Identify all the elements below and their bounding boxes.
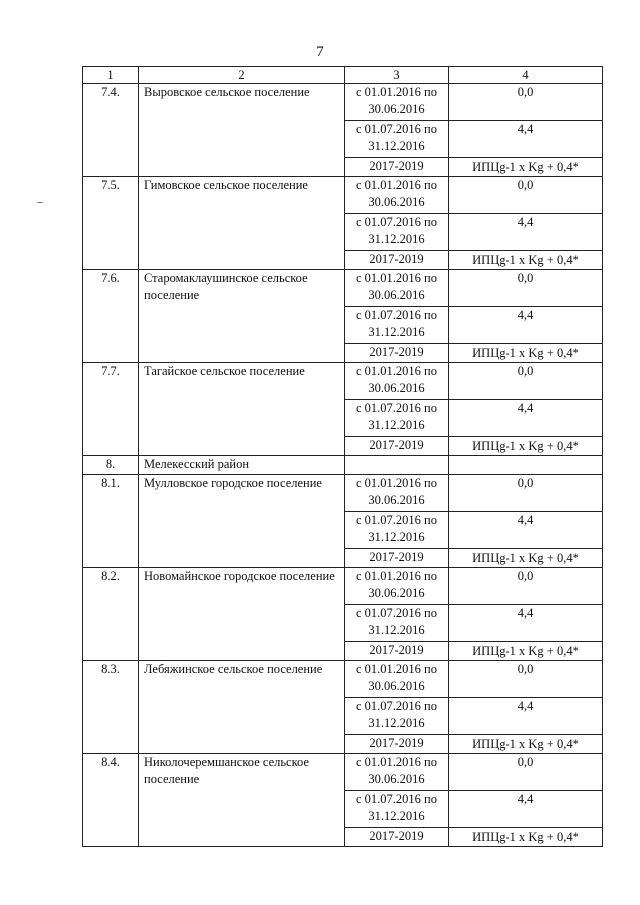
period-cell: 2017-2019 (345, 828, 449, 847)
value-cell: ИПЦg-1 x Kg + 0,4* (449, 735, 603, 754)
settlement-name: Мулловское городское поселение (139, 475, 345, 568)
settlement-name: Новомайнское городское поселение (139, 568, 345, 661)
district-empty-cell (449, 456, 603, 475)
period-cell: с 01.07.2016 по 31.12.2016 (345, 307, 449, 344)
period-cell: с 01.01.2016 по 30.06.2016 (345, 177, 449, 214)
table-row (83, 177, 603, 214)
header-col-3: 3 (345, 67, 449, 84)
period-cell: 2017-2019 (345, 158, 449, 177)
table-row (83, 363, 603, 400)
value-cell: 0,0 (449, 754, 603, 791)
period-cell: с 01.07.2016 по 31.12.2016 (345, 605, 449, 642)
settlement-name: Старомаклаушинское сельское поселение (139, 270, 345, 363)
settlement-name: Выровское сельское поселение (139, 84, 345, 177)
value-cell: ИПЦg-1 x Kg + 0,4* (449, 549, 603, 568)
period-cell: 2017-2019 (345, 549, 449, 568)
value-cell: 4,4 (449, 698, 603, 735)
row-number: 8.2. (83, 568, 139, 661)
period-cell: с 01.01.2016 по 30.06.2016 (345, 661, 449, 698)
district-row (83, 456, 603, 475)
period-cell: с 01.07.2016 по 31.12.2016 (345, 121, 449, 158)
settlement-name: Гимовское сельское поселение (139, 177, 345, 270)
period-cell: 2017-2019 (345, 642, 449, 661)
period-cell: с 01.01.2016 по 30.06.2016 (345, 475, 449, 512)
period-cell: 2017-2019 (345, 735, 449, 754)
settlement-name: Николочеремшанское сельское поселение (139, 754, 345, 847)
value-cell: 0,0 (449, 475, 603, 512)
table-row (83, 270, 603, 307)
value-cell: ИПЦg-1 x Kg + 0,4* (449, 642, 603, 661)
period-cell: с 01.07.2016 по 31.12.2016 (345, 512, 449, 549)
table-row (83, 84, 603, 121)
period-cell: с 01.01.2016 по 30.06.2016 (345, 754, 449, 791)
value-cell: 4,4 (449, 791, 603, 828)
row-number: 7.7. (83, 363, 139, 456)
value-cell: 0,0 (449, 363, 603, 400)
period-cell: с 01.07.2016 по 31.12.2016 (345, 791, 449, 828)
header-col-2: 2 (139, 67, 345, 84)
row-number: 8.3. (83, 661, 139, 754)
value-cell: 4,4 (449, 400, 603, 437)
value-cell: 0,0 (449, 270, 603, 307)
period-cell: с 01.07.2016 по 31.12.2016 (345, 400, 449, 437)
margin-mark (37, 202, 43, 203)
district-empty-cell (345, 456, 449, 475)
settlement-name: Лебяжинское сельское поселение (139, 661, 345, 754)
period-cell: с 01.01.2016 по 30.06.2016 (345, 84, 449, 121)
value-cell: 4,4 (449, 512, 603, 549)
settlement-name: Тагайское сельское поселение (139, 363, 345, 456)
period-cell: с 01.07.2016 по 31.12.2016 (345, 698, 449, 735)
page-number: 7 (316, 44, 324, 60)
header-col-1: 1 (83, 67, 139, 84)
table-row (83, 475, 603, 512)
row-number: 7.5. (83, 177, 139, 270)
row-number: 7.6. (83, 270, 139, 363)
value-cell: 0,0 (449, 84, 603, 121)
value-cell: 0,0 (449, 177, 603, 214)
table-body (83, 84, 603, 847)
value-cell: 4,4 (449, 121, 603, 158)
value-cell: ИПЦg-1 x Kg + 0,4* (449, 344, 603, 363)
value-cell: ИПЦg-1 x Kg + 0,4* (449, 437, 603, 456)
period-cell: с 01.01.2016 по 30.06.2016 (345, 568, 449, 605)
row-number: 7.4. (83, 84, 139, 177)
value-cell: 4,4 (449, 214, 603, 251)
value-cell: 0,0 (449, 661, 603, 698)
value-cell: ИПЦg-1 x Kg + 0,4* (449, 158, 603, 177)
table-row (83, 754, 603, 791)
period-cell: с 01.07.2016 по 31.12.2016 (345, 214, 449, 251)
district-number: 8. (83, 456, 139, 475)
table-row (83, 568, 603, 605)
table-row (83, 661, 603, 698)
value-cell: 4,4 (449, 605, 603, 642)
period-cell: 2017-2019 (345, 344, 449, 363)
tariff-table (82, 66, 603, 847)
row-number: 8.4. (83, 754, 139, 847)
period-cell: с 01.01.2016 по 30.06.2016 (345, 270, 449, 307)
district-name: Мелекесский район (139, 456, 345, 475)
row-number: 8.1. (83, 475, 139, 568)
table-header (83, 67, 603, 84)
period-cell: 2017-2019 (345, 251, 449, 270)
value-cell: ИПЦg-1 x Kg + 0,4* (449, 251, 603, 270)
value-cell: 4,4 (449, 307, 603, 344)
period-cell: 2017-2019 (345, 437, 449, 456)
value-cell: ИПЦg-1 x Kg + 0,4* (449, 828, 603, 847)
header-col-4: 4 (449, 67, 603, 84)
value-cell: 0,0 (449, 568, 603, 605)
period-cell: с 01.01.2016 по 30.06.2016 (345, 363, 449, 400)
